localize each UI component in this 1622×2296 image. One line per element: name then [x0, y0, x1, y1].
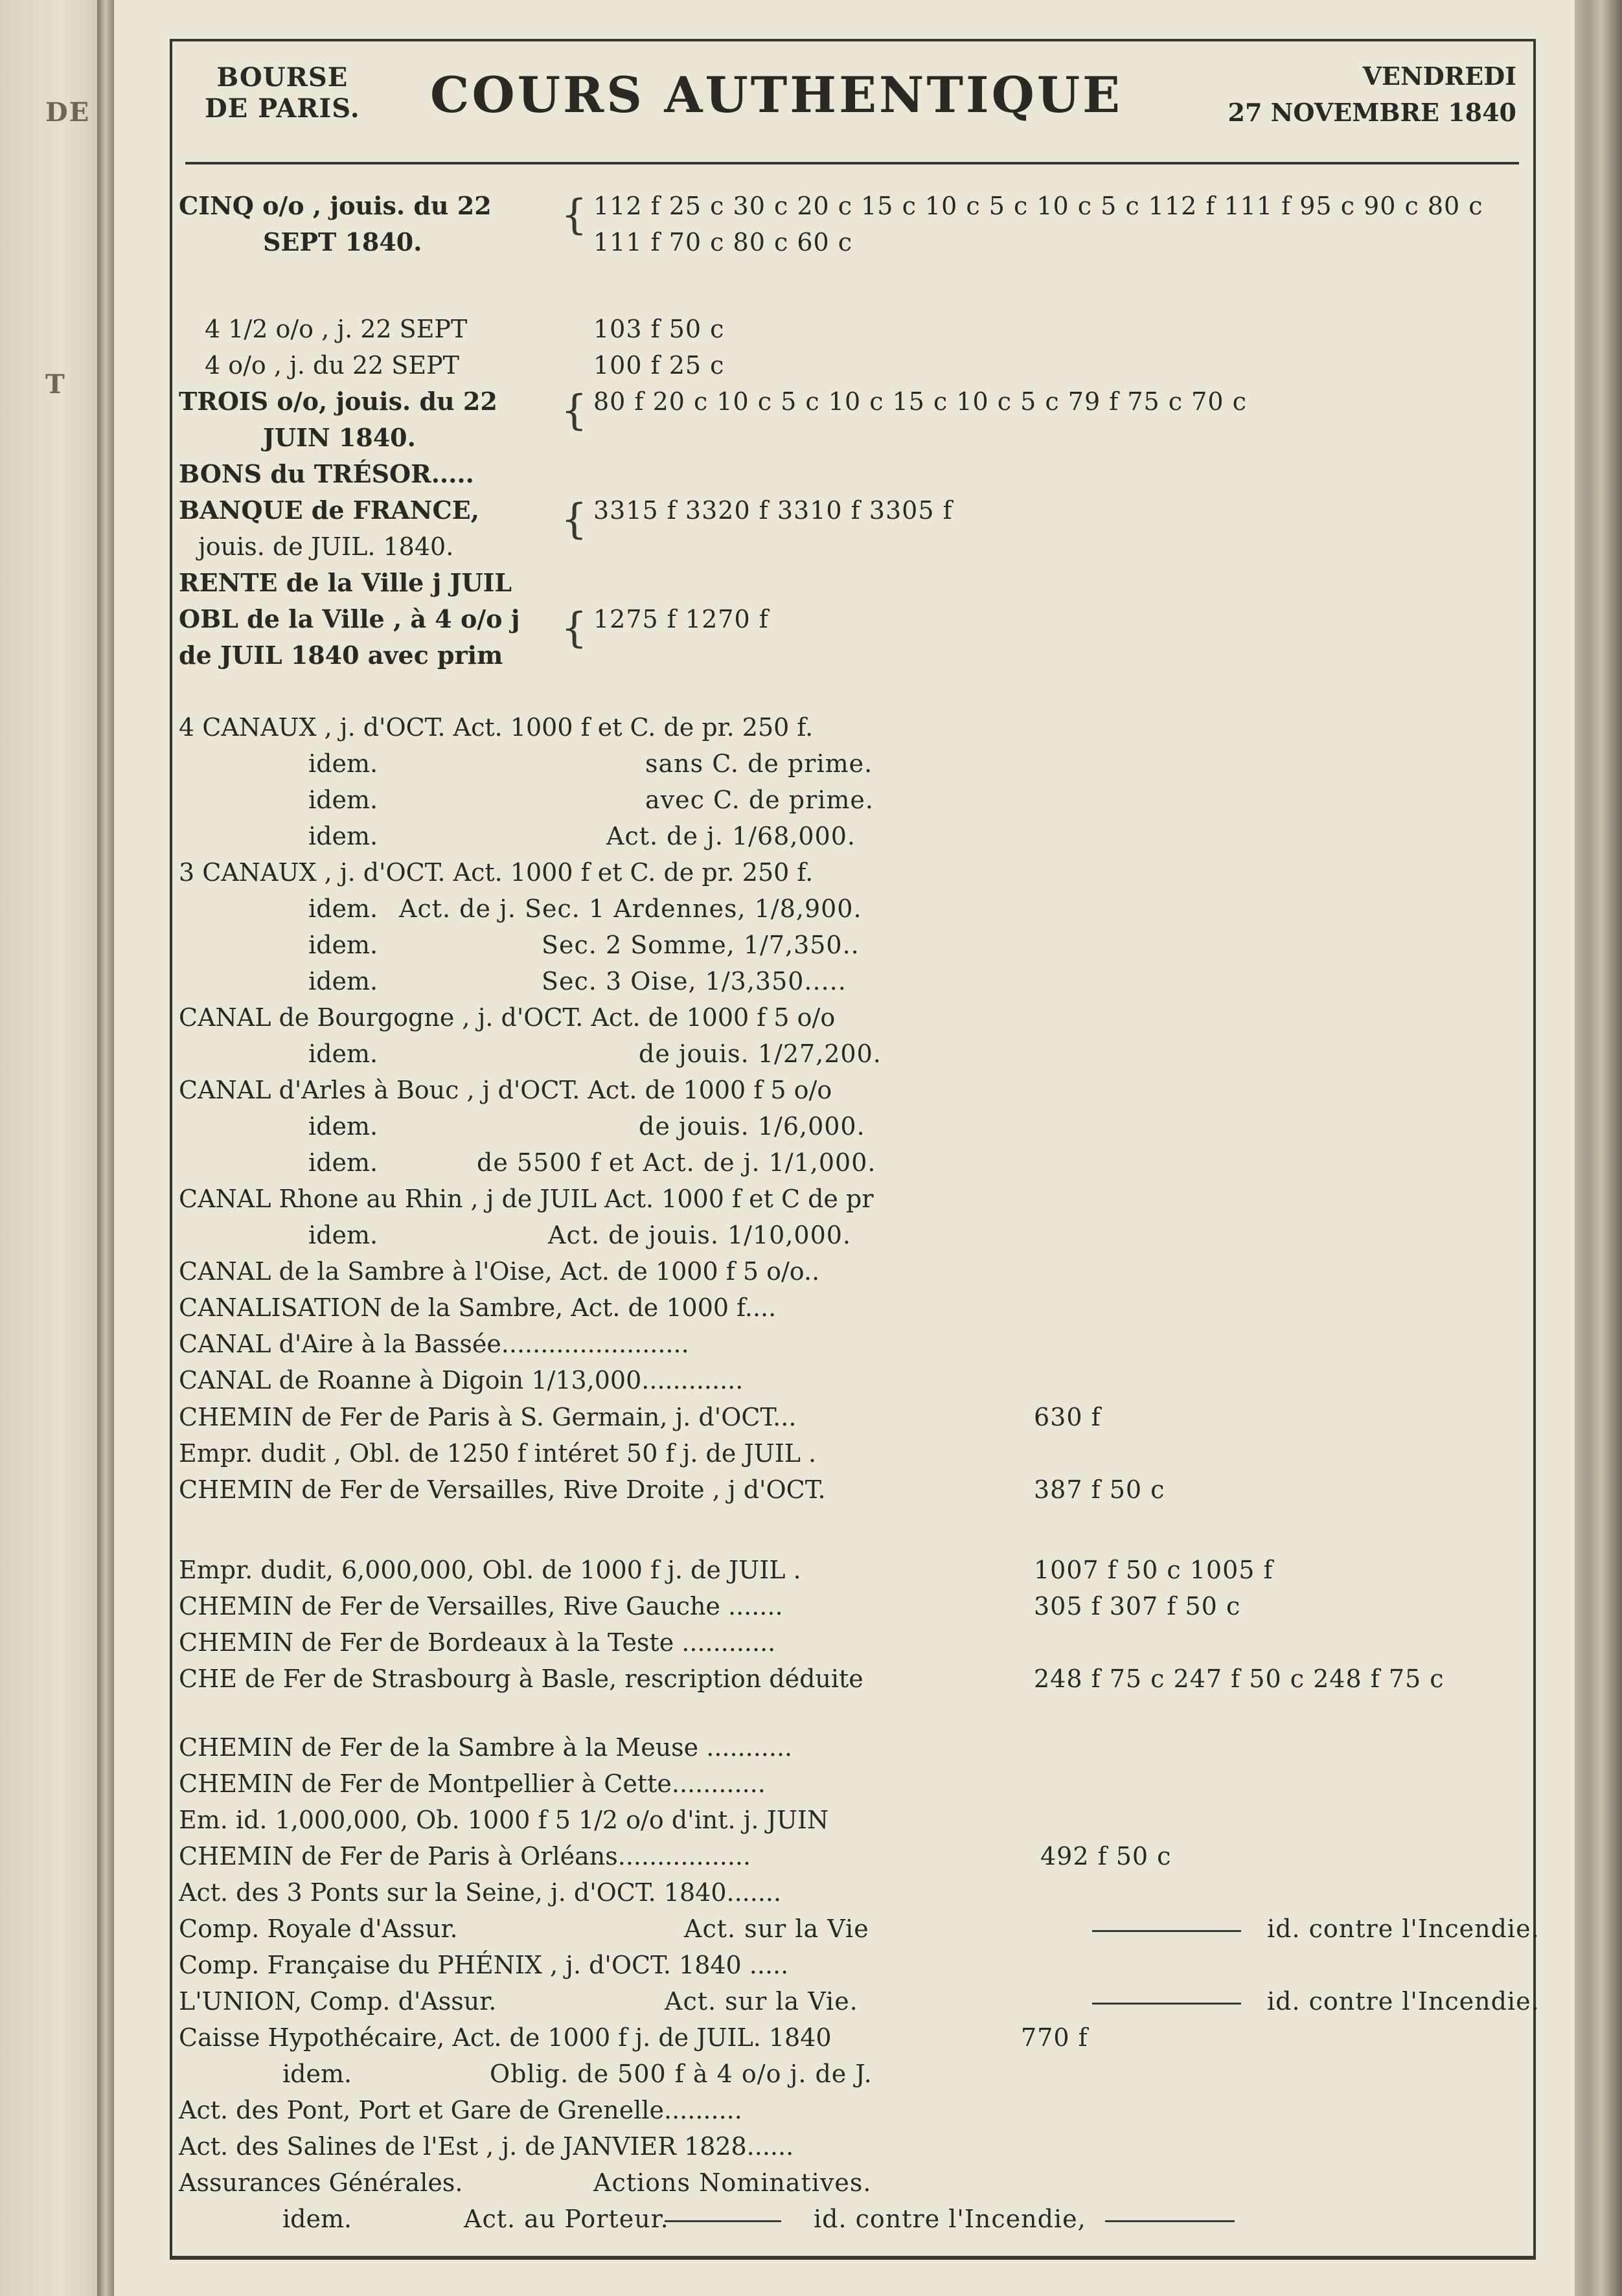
entry-label: 4 CANAUX , j. d'OCT. Act. 1000 f et C. de pr. 250 f.	[179, 713, 814, 742]
entry-label: idem.	[308, 749, 378, 778]
list-item	[179, 456, 1523, 492]
entry-label: Em. id. 1,000,000, Ob. 1000 f 5 1/2 o/o d'int. j. JUIN	[179, 1806, 829, 1834]
blank-line	[1086, 1983, 1248, 2019]
entry-label: SEPT 1840.	[263, 227, 422, 256]
list-item	[179, 383, 1523, 435]
entry-values: 387 f 50 c	[1034, 1475, 1165, 1504]
entry-label: idem.	[308, 967, 378, 995]
list-item	[179, 565, 1523, 601]
entry-detail: Act. de jouis. 1/10,000.	[548, 1221, 852, 1249]
header-date-block	[1228, 58, 1516, 131]
list-item	[179, 1624, 1523, 1661]
entry-label: CANAL de Bourgogne , j. d'OCT. Act. de 1000 f 5 o/o	[179, 1003, 836, 1032]
entry-label: OBL de la Ville , à 4 o/o j	[179, 604, 520, 633]
entry-label: Act. des Salines de l'Est , j. de JANVIER 1828......	[179, 2132, 794, 2161]
list-item	[179, 2092, 1523, 2128]
list-item	[179, 1253, 1523, 1290]
list-item	[179, 1874, 1523, 1911]
list-item	[179, 927, 1523, 963]
list-item	[179, 601, 1523, 652]
entry-label: CHEMIN de Fer de Versailles, Rive Gauche .......	[179, 1592, 783, 1620]
list-item	[179, 1947, 1523, 1983]
entry-values: 305 f 307 f 50 c	[1034, 1592, 1241, 1620]
entry-detail: Act. sur la Vie	[684, 1915, 869, 1943]
entry-label: Empr. dudit, 6,000,000, Obl. de 1000 f j. de JUIL .	[179, 1556, 801, 1584]
header-de-paris: DE PARIS.	[205, 93, 360, 124]
header-day: VENDREDI	[1362, 62, 1516, 91]
entry-label: de JUIL 1840 avec prim	[179, 641, 503, 670]
list-item	[179, 854, 1523, 891]
entry-label: idem.	[282, 2060, 352, 2088]
list-item	[179, 1217, 1523, 1253]
blank-line	[1099, 2201, 1241, 2237]
right-page-edges	[1575, 0, 1622, 2296]
list-item	[179, 2056, 1523, 2092]
left-page-fragment: DE	[45, 97, 91, 128]
brace-icon: {	[561, 495, 588, 543]
entry-label: TROIS o/o, jouis. du 22	[179, 387, 497, 416]
entry-label: 4 o/o , j. du 22 SEPT	[205, 351, 459, 380]
list-item	[179, 1729, 1523, 1766]
list-item	[179, 1290, 1523, 1326]
list-item	[179, 1181, 1523, 1217]
list-item	[179, 1472, 1523, 1508]
entry-label: idem.	[308, 1112, 378, 1141]
document-page	[114, 0, 1575, 2296]
entry-label: CINQ o/o , jouis. du 22	[179, 191, 492, 220]
list-item	[179, 492, 1523, 543]
list-item	[179, 1326, 1523, 1362]
entry-label: idem.	[308, 931, 378, 959]
entry-detail: Sec. 3 Oise, 1/3,350.....	[542, 967, 847, 995]
entry-label: JUIN 1840.	[263, 423, 416, 452]
entry-label: jouis. de JUIL. 1840.	[198, 532, 454, 561]
entry-label: CANAL de Roanne à Digoin 1/13,000.............	[179, 1366, 744, 1394]
list-item	[179, 1036, 1523, 1072]
entry-label: L'UNION, Comp. d'Assur.	[179, 1987, 497, 2016]
list-item	[179, 1588, 1523, 1624]
entry-values: 248 f 75 c 247 f 50 c 248 f 75 c	[1034, 1665, 1445, 1693]
entry-label: CANAL d'Arles à Bouc , j d'OCT. Act. de 1000 f 5 o/o	[179, 1076, 832, 1104]
entry-values: 770 f	[1021, 2023, 1088, 2052]
entry-right: id. contre l'Incendie,	[814, 2205, 1086, 2233]
list-item	[179, 188, 1523, 239]
entry-values: 1007 f 50 c 1005 f	[1034, 1556, 1274, 1584]
entry-detail: Actions Nominatives.	[593, 2168, 872, 2197]
entry-values: 103 f 50 c	[593, 315, 725, 343]
entry-values: 112 f 25 c 30 c 20 c 15 c 10 c 5 c 10 c 5 c 112 f 111 f 95 c 90 c 80 c	[593, 192, 1483, 220]
list-item	[179, 1911, 1540, 1947]
entry-label: CHEMIN de Fer de Versailles, Rive Droite , j d'OCT.	[179, 1475, 826, 1504]
entry-label: BANQUE de FRANCE,	[179, 495, 479, 525]
list-item	[179, 311, 1523, 347]
entry-values: 111 f 70 c 80 c 60 c	[593, 228, 853, 256]
page-header	[185, 47, 1516, 150]
entry-label: idem.	[308, 1221, 378, 1249]
brace-icon: {	[561, 387, 588, 435]
entry-label: CHEMIN de Fer de Paris à Orléans.................	[179, 1842, 751, 1870]
entry-values: 80 f 20 c 10 c 5 c 10 c 15 c 10 c 5 c 79 f 75 c 70 c	[593, 387, 1247, 416]
entry-label: CANAL d'Aire à la Bassée........................	[179, 1330, 689, 1358]
entry-label: 3 CANAUX , j. d'OCT. Act. 1000 f et C. de pr. 250 f.	[179, 858, 814, 887]
entry-detail: Act. de j. Sec. 1 Ardennes, 1/8,900.	[399, 894, 862, 923]
entry-label: BONS du TRÉSOR.....	[179, 459, 474, 488]
entry-label: RENTE de la Ville j JUIL	[179, 568, 512, 597]
page-title: COURS AUTHENTIQUE	[430, 66, 1123, 124]
entry-label: Empr. dudit , Obl. de 1250 f intéret 50 f j. de JUIL .	[179, 1439, 817, 1468]
list-item	[179, 1108, 1523, 1144]
blank-line	[658, 2201, 788, 2237]
entry-detail: de 5500 f et Act. de j. 1/1,000.	[477, 1148, 876, 1177]
entry-values: 1275 f 1270 f	[593, 605, 769, 633]
list-item	[179, 709, 1523, 745]
entry-label: CHEMIN de Fer de Paris à S. Germain, j. d'OCT...	[179, 1403, 797, 1431]
entry-detail: Act. de j. 1/68,000.	[606, 822, 856, 850]
left-page-fragment: T	[45, 369, 66, 400]
entry-label: CANAL Rhone au Rhin , j de JUIL Act. 1000 f et C de pr	[179, 1185, 874, 1213]
brace-icon: {	[561, 604, 588, 652]
list-item	[179, 1838, 1523, 1874]
entry-label: idem.	[308, 786, 378, 814]
list-item	[179, 1766, 1523, 1802]
entry-values: 3315 f 3320 f 3310 f 3305 f	[593, 496, 953, 525]
entry-label: CHEMIN de Fer de Montpellier à Cette............	[179, 1769, 766, 1798]
entry-label: Act. des Pont, Port et Gare de Grenelle..........	[179, 2096, 742, 2124]
entry-label: idem.	[308, 894, 378, 923]
entry-detail: Sec. 2 Somme, 1/7,350..	[542, 931, 860, 959]
entry-label: idem.	[308, 1040, 378, 1068]
list-item	[179, 529, 1523, 565]
entry-label: Caisse Hypothécaire, Act. de 1000 f j. de JUIL. 1840	[179, 2023, 832, 2052]
entry-detail: Act. sur la Vie.	[665, 1987, 858, 2016]
entry-label: CHEMIN de Fer de la Sambre à la Meuse ...........	[179, 1733, 793, 1762]
blank-line	[1086, 1911, 1248, 1947]
entry-values: 630 f	[1034, 1403, 1101, 1431]
entry-label: CHE de Fer de Strasbourg à Basle, rescription déduite	[179, 1665, 863, 1693]
list-item	[179, 347, 1523, 383]
list-item	[179, 637, 1523, 674]
entry-right: id. contre l'Incendie.	[1267, 1915, 1540, 1943]
list-item	[179, 1661, 1523, 1697]
list-item	[179, 782, 1523, 818]
book-gutter	[97, 0, 114, 2296]
list-item	[179, 2201, 1523, 2237]
list-item	[179, 420, 1523, 456]
header-rule	[185, 162, 1519, 165]
list-item	[179, 2019, 1523, 2056]
list-item	[179, 1072, 1523, 1108]
brace-icon: {	[561, 191, 588, 239]
list-item	[179, 1435, 1523, 1472]
entry-label: Comp. Royale d'Assur.	[179, 1915, 458, 1943]
header-bourse: BOURSE	[216, 62, 348, 93]
header-date: 27 NOVEMBRE 1840	[1228, 98, 1516, 127]
entry-values: 492 f 50 c	[1040, 1842, 1172, 1870]
entry-label: CANALISATION de la Sambre, Act. de 1000 f....	[179, 1293, 777, 1322]
list-item	[179, 2165, 1523, 2201]
list-item	[179, 891, 1523, 927]
list-item	[179, 1552, 1523, 1588]
list-item	[179, 1144, 1523, 1181]
list-item	[179, 818, 1523, 854]
entry-detail: de jouis. 1/27,200.	[639, 1040, 882, 1068]
entry-label: idem.	[308, 1148, 378, 1177]
entry-values: 100 f 25 c	[593, 351, 725, 380]
list-item	[179, 963, 1523, 999]
entry-label: CANAL de la Sambre à l'Oise, Act. de 1000 f 5 o/o..	[179, 1257, 820, 1286]
entry-detail: sans C. de prime.	[645, 749, 873, 778]
entry-detail: avec C. de prime.	[645, 786, 874, 814]
list-item	[179, 1399, 1523, 1435]
list-item	[179, 1362, 1523, 1398]
entry-label: idem.	[308, 822, 378, 850]
entry-label: CHEMIN de Fer de Bordeaux à la Teste ............	[179, 1628, 776, 1657]
entry-detail: Oblig. de 500 f à 4 o/o j. de J.	[490, 2060, 873, 2088]
entry-detail: de jouis. 1/6,000.	[639, 1112, 865, 1141]
entry-label: 4 1/2 o/o , j. 22 SEPT	[205, 315, 468, 343]
list-item	[179, 745, 1523, 782]
entry-label: Act. des 3 Ponts sur la Seine, j. d'OCT. 1840.......	[179, 1878, 782, 1907]
list-item	[179, 1983, 1540, 2019]
entry-label: Comp. Française du PHÉNIX , j. d'OCT. 1840 .....	[179, 1951, 789, 1979]
entry-detail: Act. au Porteur.	[464, 2205, 669, 2233]
list-item	[179, 999, 1523, 1036]
entry-right: id. contre l'Incendie.	[1267, 1987, 1540, 2016]
list-item	[179, 224, 1523, 260]
list-item	[179, 1802, 1523, 1838]
entry-label: Assurances Générales.	[179, 2168, 463, 2197]
list-item	[179, 2128, 1523, 2165]
entry-label: idem.	[282, 2205, 352, 2233]
